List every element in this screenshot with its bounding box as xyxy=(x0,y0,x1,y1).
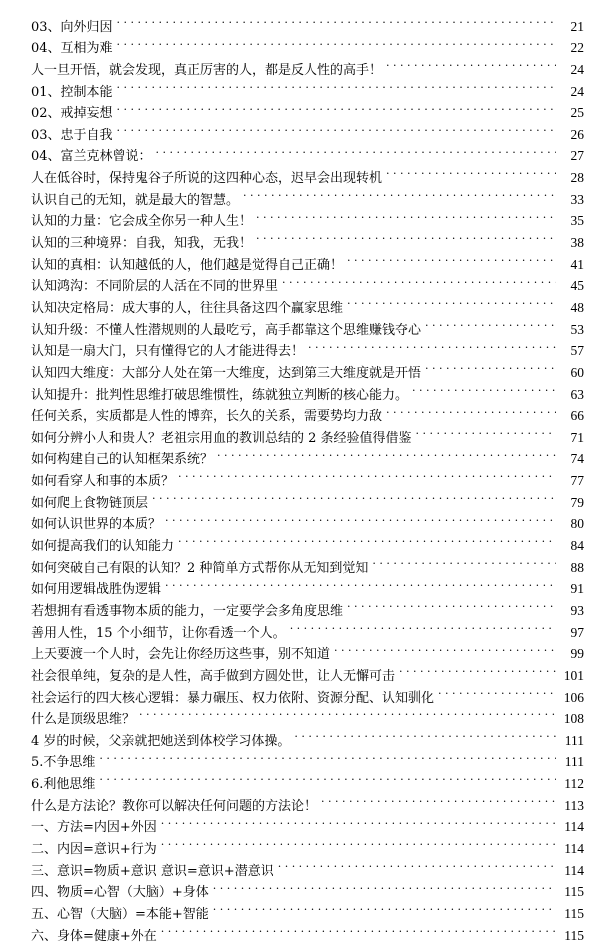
toc-dot-leader xyxy=(308,334,556,356)
toc-entry-title: 认知是一扇大门，只有懂得它的人才能进得去！ xyxy=(31,344,305,360)
toc-entry-page-number: 112 xyxy=(564,776,584,792)
toc-dot-leader xyxy=(117,74,556,96)
toc-dot-leader xyxy=(139,702,556,724)
toc-entry-page-number: 53 xyxy=(570,321,584,337)
toc-dot-leader xyxy=(156,139,556,161)
toc-entry-page-number: 24 xyxy=(570,83,584,99)
toc-entry-title: 任何关系，实质都是人性的博弈，长久的关系，需要势均力敌 xyxy=(31,409,383,425)
toc-dot-leader xyxy=(161,810,556,832)
toc-dot-leader xyxy=(256,204,556,226)
toc-entry-page-number: 45 xyxy=(570,278,584,294)
toc-dot-leader xyxy=(425,355,556,377)
toc-entry-title: 认知决定格局：成大事的人，往往具备这四个赢家思维 xyxy=(31,300,344,316)
toc-dot-leader xyxy=(117,96,556,118)
toc-entry-page-number: 108 xyxy=(563,711,584,727)
toc-dot-leader xyxy=(290,615,556,637)
toc-entry-title: 如何构建自己的认知框架系统？ xyxy=(31,452,214,468)
toc-entry-title: 认知四大维度：大部分人处在第一大维度，达到第三大维度就是开悟 xyxy=(31,365,422,381)
toc-entry-title: 如何爬上食物链顶层 xyxy=(31,495,149,511)
toc-entry-page-number: 25 xyxy=(570,105,584,121)
toc-dot-leader xyxy=(386,399,556,421)
toc-entry-title: 01、控制本能 xyxy=(31,84,113,100)
toc-entry-title: 认知升级：不懂人性潜规则的人最吃亏，高手都靠这个思维赚钱夺心 xyxy=(31,322,422,338)
toc-entry-title: 六、身体=健康+外在 xyxy=(31,928,157,944)
toc-dot-leader xyxy=(321,788,556,810)
toc-entry-title: 如何提高我们的认知能力 xyxy=(31,539,175,555)
toc-entry-title: 04、互相为难 xyxy=(31,41,113,57)
toc-dot-leader xyxy=(117,31,556,53)
toc-entry-page-number: 115 xyxy=(564,884,584,900)
toc-entry-title: 如何分辨小人和贵人？老祖宗用血的教训总结的 2 条经验值得借鉴 xyxy=(31,430,412,446)
toc-entry-page-number: 48 xyxy=(570,299,584,315)
toc-dot-leader xyxy=(161,918,556,940)
toc-entry-title: 认知的真相：认知越低的人，他们越是觉得自己正确！ xyxy=(31,257,344,273)
toc-dot-leader xyxy=(256,225,556,247)
toc-entry-page-number: 22 xyxy=(570,40,584,56)
toc-entry-page-number: 77 xyxy=(570,473,584,489)
toc-entry-title: 社会很单纯，复杂的是人性，高手做到方圆处世，让人无懈可击 xyxy=(31,668,396,684)
toc-entry-page-number: 60 xyxy=(570,364,584,380)
toc-dot-leader xyxy=(99,766,556,788)
toc-entry-page-number: 24 xyxy=(570,61,584,77)
toc-entry-title: 五、心智（大脑）=本能+智能 xyxy=(31,906,209,922)
toc-dot-leader xyxy=(438,680,556,702)
toc-entry-page-number: 35 xyxy=(570,213,584,229)
toc-entry-title: 社会运行的四大核心逻辑：暴力碾压、权力依附、资源分配、认知驯化 xyxy=(31,690,435,706)
toc-entry-title: 04、富兰克林曾说： xyxy=(31,149,152,165)
toc-entry-title: 如何看穿人和事的本质？ xyxy=(31,474,175,490)
toc-entry-title: 03、向外归因 xyxy=(31,19,113,35)
toc-dot-leader xyxy=(165,572,556,594)
toc-entry-page-number: 114 xyxy=(564,819,584,835)
toc-entry-title: 善用人性，15 个小细节，让你看透一个人。 xyxy=(31,625,286,641)
toc-dot-leader xyxy=(347,290,556,312)
toc-entry-page-number: 97 xyxy=(570,624,584,640)
toc-entry-page-number: 79 xyxy=(570,494,584,510)
table-of-contents xyxy=(31,9,584,944)
toc-dot-leader xyxy=(386,160,556,182)
toc-entry-page-number: 88 xyxy=(570,559,584,575)
toc-entry-page-number: 113 xyxy=(564,797,584,813)
toc-entry-title: 二、内因=意识+行为 xyxy=(31,841,157,857)
toc-entry-page-number: 74 xyxy=(570,451,584,467)
toc-dot-leader xyxy=(372,550,556,572)
toc-dot-leader xyxy=(416,420,556,442)
toc-dot-leader xyxy=(117,117,556,139)
toc-entry-title: 如何认识世界的本质？ xyxy=(31,517,162,533)
toc-entry[interactable] xyxy=(31,766,584,793)
toc-entry-page-number: 41 xyxy=(570,256,584,272)
toc-dot-leader xyxy=(334,637,556,659)
toc-entry-page-number: 27 xyxy=(570,148,584,164)
toc-dot-leader xyxy=(213,896,556,918)
toc-dot-leader xyxy=(99,745,556,767)
toc-entry-title: 认知的三种境界：自我，知我，无我！ xyxy=(31,236,253,252)
toc-entry-page-number: 99 xyxy=(570,646,584,662)
toc-entry-title: 6.利他思维 xyxy=(31,777,96,793)
toc-entry-title: 认知的力量：它会成全你另一种人生！ xyxy=(31,214,253,230)
toc-entry[interactable] xyxy=(31,9,584,35)
toc-entry-page-number: 115 xyxy=(564,927,584,943)
toc-entry-page-number: 93 xyxy=(570,602,584,618)
toc-entry-title: 03、忠于自我 xyxy=(31,127,113,143)
toc-dot-leader xyxy=(282,269,556,291)
toc-dot-leader xyxy=(386,52,556,74)
toc-dot-leader xyxy=(243,182,556,204)
toc-entry[interactable] xyxy=(31,788,584,814)
toc-entry-page-number: 63 xyxy=(570,386,584,402)
toc-dot-leader xyxy=(213,875,556,897)
toc-entry-page-number: 21 xyxy=(570,18,584,34)
toc-dot-leader xyxy=(399,658,556,680)
toc-entry-page-number: 111 xyxy=(564,732,584,748)
toc-entry-page-number: 38 xyxy=(570,235,584,251)
toc-entry-page-number: 66 xyxy=(570,408,584,424)
toc-entry-page-number: 106 xyxy=(563,689,584,705)
toc-entry-title: 什么是顶级思维？ xyxy=(31,712,136,728)
toc-entry-title: 一、方法=内因+外因 xyxy=(31,820,157,836)
toc-entry-page-number: 26 xyxy=(570,126,584,142)
toc-entry-title: 5.不争思维 xyxy=(31,755,96,771)
toc-entry-page-number: 91 xyxy=(570,581,584,597)
toc-entry-title: 四、物质=心智（大脑）+身体 xyxy=(31,885,209,901)
toc-entry-page-number: 84 xyxy=(570,538,584,554)
toc-entry-page-number: 115 xyxy=(564,905,584,921)
toc-entry-page-number: 57 xyxy=(570,343,584,359)
toc-entry-title: 认知鸿沟：不同阶层的人活在不同的世界里 xyxy=(31,279,279,295)
toc-entry-title: 三、意识=物质+意识 意识=意识+潜意识 xyxy=(31,863,274,879)
toc-dot-leader xyxy=(347,247,556,269)
toc-entry-title: 如何突破自己有限的认知？2 种简单方式帮你从无知到觉知 xyxy=(31,560,369,576)
toc-dot-leader xyxy=(278,853,556,875)
toc-entry-title: 人一旦开悟，就会发现，真正厉害的人，都是反人性的高手！ xyxy=(31,62,383,78)
toc-entry-title: 上天要渡一个人时，会先让你经历这些事，别不知道 xyxy=(31,647,331,663)
toc-entry-title: 02、戒掉妄想 xyxy=(31,106,113,122)
toc-entry-title: 若想拥有看透事物本质的能力，一定要学会多角度思维 xyxy=(31,603,344,619)
toc-entry-page-number: 114 xyxy=(564,862,584,878)
toc-dot-leader xyxy=(425,312,556,334)
toc-dot-leader xyxy=(347,593,556,615)
toc-entry-title: 如何用逻辑战胜伪逻辑 xyxy=(31,582,162,598)
toc-entry-page-number: 33 xyxy=(570,191,584,207)
toc-entry-title: 人在低谷时，保持鬼谷子所说的这四种心态，迟早会出现转机 xyxy=(31,171,383,187)
toc-dot-leader xyxy=(165,507,556,529)
toc-dot-leader xyxy=(178,528,556,550)
toc-entry-page-number: 111 xyxy=(564,754,584,770)
toc-entry-page-number: 101 xyxy=(563,667,584,683)
toc-entry-title: 什么是方法论？教你可以解决任何问题的方法论！ xyxy=(31,798,318,814)
toc-dot-leader xyxy=(161,831,556,853)
toc-dot-leader xyxy=(117,9,556,31)
toc-dot-leader xyxy=(412,377,556,399)
toc-entry-page-number: 114 xyxy=(564,840,584,856)
toc-entry[interactable] xyxy=(31,745,584,771)
toc-dot-leader xyxy=(294,723,556,745)
toc-entry-title: 认知提升：批判性思维打破思维惯性，练就独立判断的核心能力。 xyxy=(31,387,409,403)
toc-dot-leader xyxy=(217,442,556,464)
toc-entry-page-number: 80 xyxy=(570,516,584,532)
toc-dot-leader xyxy=(178,463,556,485)
toc-dot-leader xyxy=(152,485,556,507)
toc-entry-page-number: 28 xyxy=(570,170,584,186)
toc-entry-page-number: 71 xyxy=(570,429,584,445)
toc-entry-title: 认识自己的无知，就是最大的智慧。 xyxy=(31,192,240,208)
toc-entry-title: 4 岁的时候，父亲就把她送到体校学习体操。 xyxy=(31,733,291,749)
